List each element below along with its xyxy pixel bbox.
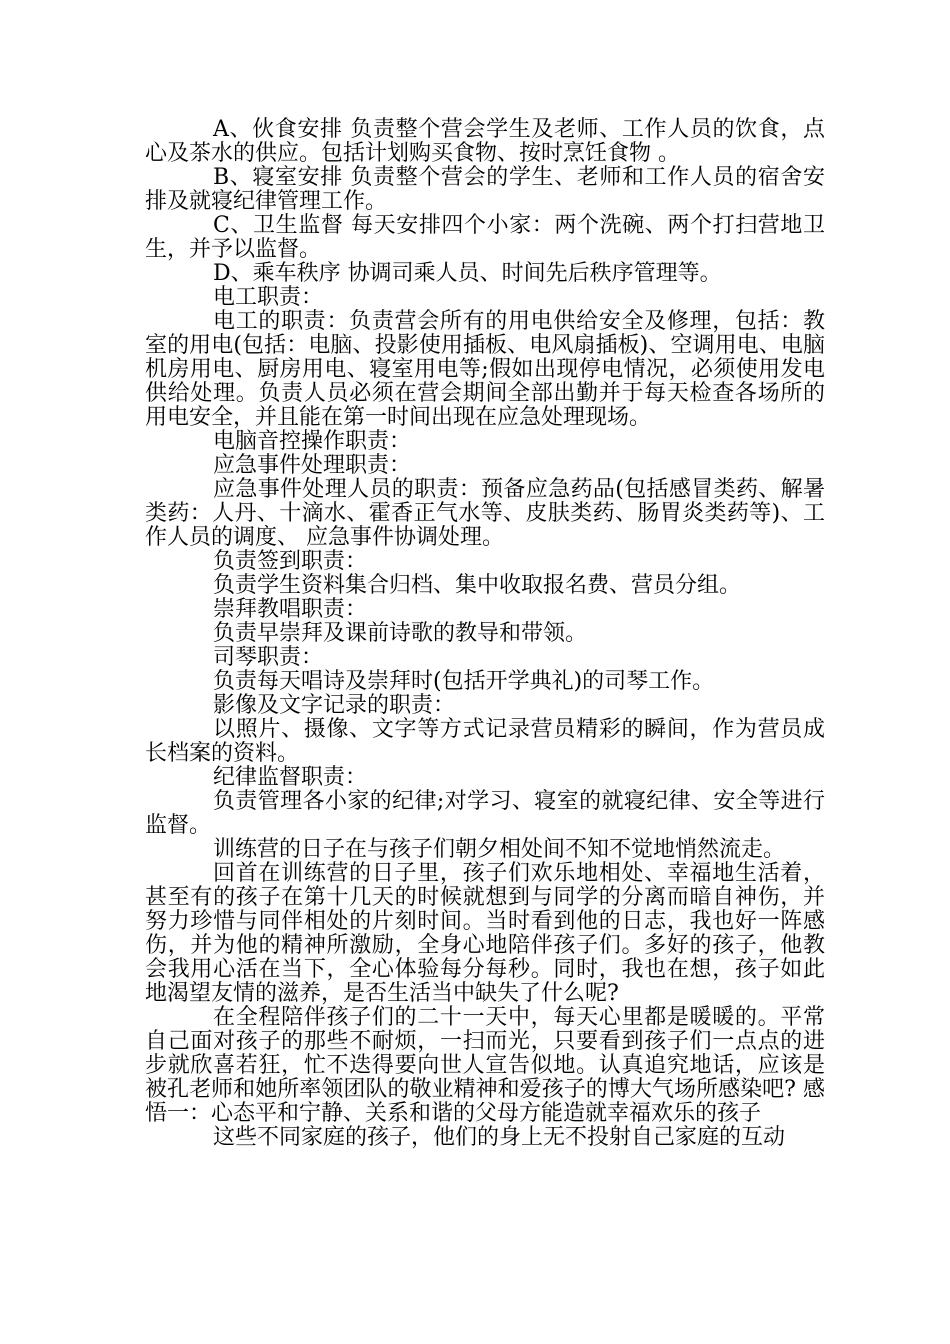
paragraph-twenty-one-days: 在全程陪伴孩子们的二十一天中，每天心里都是暖暖的。平常自己面对孩子的那些不耐烦，一扫而光，只要看到孩子们一点点的进步就欣喜若狂，忙不迭得要向世人宣告似地。认真追究地话，应该是被孔老师和她所率领团队的敬业精神和爱孩子的博大气场所感染吧? 感悟一：心态平和宁静、关系和谐的父母方能造就幸福欢乐的孩子 bbox=[145, 1005, 825, 1126]
heading-electrician: 电工职责： bbox=[213, 285, 324, 310]
paragraph-reflection: 回首在训练营的日子里，孩子们欢乐地相处、幸福地生活着，甚至有的孩子在第十几天的时候就想到与同学的分离而暗自神伤，并努力珍惜与同伴相处的片刻时间。当时看到他的日志，我也好一阵感伤，并为他的精神所激励，全身心地陪伴孩子们。多好的孩子，他教会我用心活在当下，全心体验每分每秒。同时，我也在想，孩子如此地渴望友情的滋养，是否生活当中缺失了什么呢? bbox=[145, 861, 825, 1006]
paragraph-worship-singing: 负责早崇拜及课前诗歌的教导和带领。 bbox=[213, 621, 588, 646]
document-body bbox=[145, 118, 825, 1150]
heading-worship-singing: 崇拜教唱职责： bbox=[213, 597, 368, 622]
paragraph-emergency: 应急事件处理人员的职责：预备应急药品(包括感冒类药、解暑类药：人丹、十滴水、霍香正气水等、皮肤类药、肠胃炎类药等)、工作人员的调度、 应急事件协调处理。 bbox=[145, 477, 825, 550]
paragraph-electrician: 电工的职责：负责营会所有的用电供给安全及修理，包括：教室的用电(包括：电脑、投影使用插板、电风扇插板)、空调用电、电脑机房用电、厨房用电、寝室用电等;假如出现停电情况，必须使用发电供给处理。负责人员必须在营会期间全部出勤并于每天检查各场所的用电安全，并且能在第一时间出现在应急处理现场。 bbox=[145, 309, 825, 430]
paragraph-recording: 以照片、摄像、文字等方式记录营员精彩的瞬间，作为营员成长档案的资料。 bbox=[145, 717, 825, 766]
paragraph-dormitory: B、寝室安排 负责整个营会的学生、老师和工作人员的宿舍安排及就寝纪律管理工作。 bbox=[145, 165, 825, 214]
paragraph-hygiene: C、卫生监督 每天安排四个小家：两个洗碗、两个打扫营地卫生，并予以监督。 bbox=[145, 213, 825, 262]
heading-emergency: 应急事件处理职责： bbox=[213, 453, 412, 478]
heading-discipline: 纪律监督职责： bbox=[213, 765, 368, 790]
paragraph-discipline: 负责管理各小家的纪律;对学习、寝室的就寝纪律、安全等进行监督。 bbox=[145, 789, 825, 838]
heading-pianist: 司琴职责： bbox=[213, 645, 324, 670]
heading-signin: 负责签到职责： bbox=[213, 549, 368, 574]
paragraph-bus-order: D、乘车秩序 协调司乘人员、时间先后秩序管理等。 bbox=[213, 261, 722, 286]
heading-sound-control: 电脑音控操作职责： bbox=[213, 429, 412, 454]
paragraph-families: 这些不同家庭的孩子，他们的身上无不投射自己家庭的互动 bbox=[213, 1125, 786, 1150]
paragraph-camp-days: 训练营的日子在与孩子们朝夕相处间不知不觉地悄然流走。 bbox=[213, 837, 786, 862]
paragraph-meals: A、伙食安排 负责整个营会学生及老师、工作人员的饮食，点心及茶水的供应。包括计划购买食物、按时烹饪食物 。 bbox=[145, 117, 825, 166]
paragraph-pianist: 负责每天唱诗及崇拜时(包括开学典礼)的司琴工作。 bbox=[213, 669, 715, 694]
heading-recording: 影像及文字记录的职责： bbox=[213, 693, 456, 718]
paragraph-signin: 负责学生资料集合归档、集中收取报名费、营员分组。 bbox=[213, 573, 742, 598]
